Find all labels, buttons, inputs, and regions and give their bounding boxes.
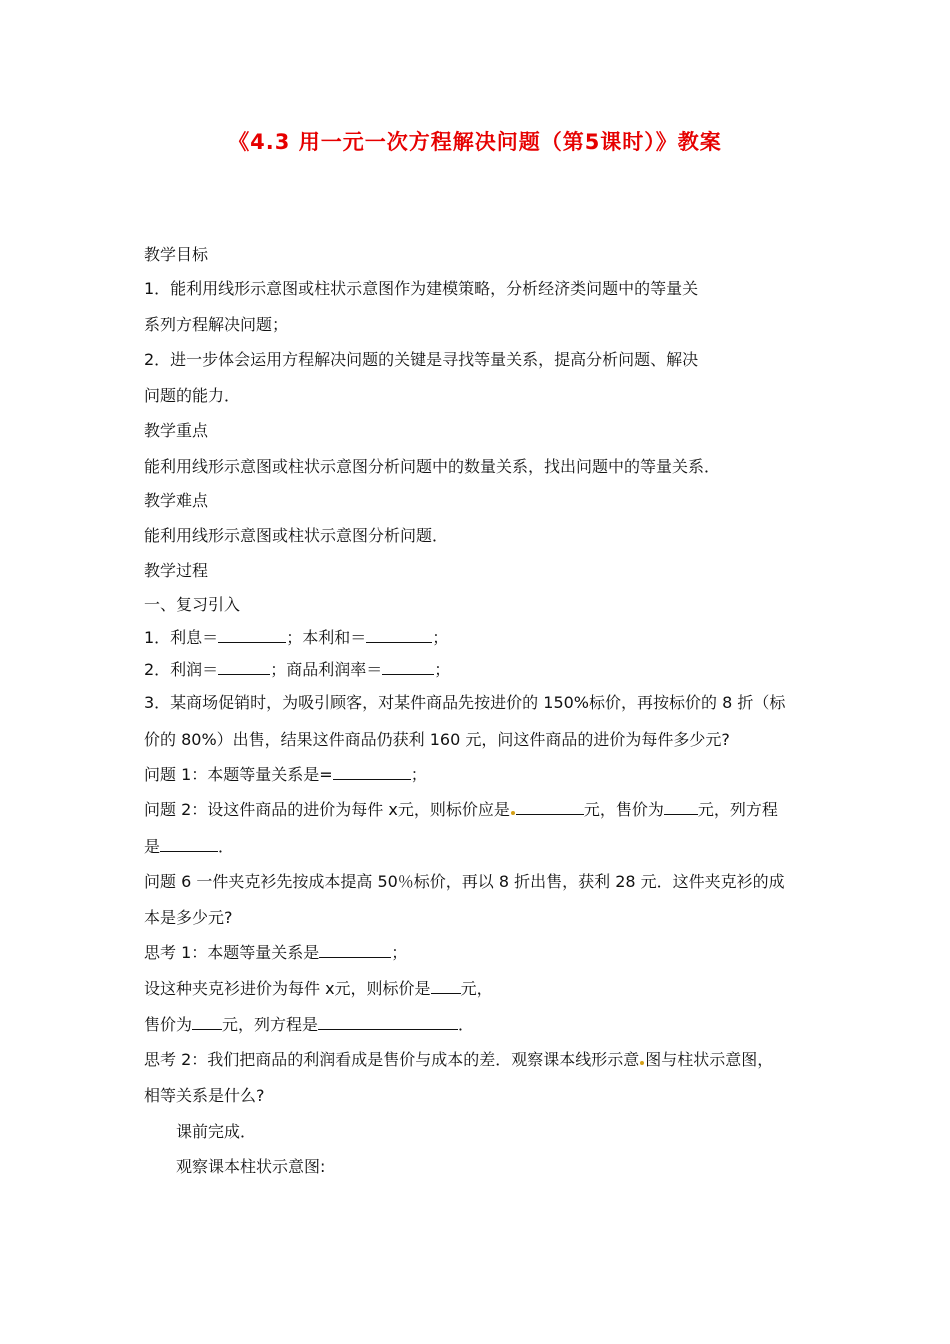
think-1-blank	[319, 943, 391, 958]
question-1-blank	[333, 765, 411, 780]
principal-interest-blank	[366, 628, 432, 643]
profit-label: 2．利润＝	[144, 660, 219, 679]
document-title: 《4.3 用一元一次方程解决问题（第5课时）》教案	[228, 130, 722, 154]
principal-interest-label: ；本利和＝	[286, 628, 367, 647]
jacket-equation-blank	[318, 1015, 458, 1030]
think-2-line-2: 相等关系是什么?	[144, 1086, 265, 1105]
goal-1-line-2: 系列方程解决问题；	[144, 315, 289, 334]
heading-difficulties: 教学难点	[144, 491, 209, 510]
review-item-2: 2．利润＝ ；商品利润率＝ ；	[144, 660, 451, 679]
goal-1-line-1: 1．能利用线形示意图或柱状示意图作为建模策略，分析经济类问题中的等量关	[144, 279, 699, 298]
profit-rate-label: ；商品利润率＝	[270, 660, 383, 679]
goal-2-line-1: 2．进一步体会运用方程解决问题的关键是寻找等量关系，提高分析问题、解决	[144, 350, 699, 369]
think-1: 思考 1：本题等量关系是 ；	[144, 943, 408, 962]
marked-price-blank	[516, 800, 584, 815]
think-1-setup: 设这种夹克衫进价为每件 x元，则标价是 元，	[144, 979, 493, 998]
profit-blank	[218, 660, 270, 675]
yellow-mark-1	[511, 811, 515, 815]
interest-label: 1．利息＝	[144, 628, 219, 647]
jacket-marked-price-blank	[431, 979, 461, 994]
key-points-text: 能利用线形示意图或柱状示意图分析问题中的数量关系，找出问题中的等量关系．	[144, 457, 721, 476]
goal-2-line-2: 问题的能力．	[144, 386, 241, 405]
difficulties-text: 能利用线形示意图或柱状示意图分析问题．	[144, 526, 449, 545]
heading-teaching-goals: 教学目标	[144, 245, 209, 264]
review-item-1: 1．利息＝ ；本利和＝ ；	[144, 628, 449, 647]
review-item-3-line-2: 价的 80%）出售，结果这件商品仍获利 160 元，问这件商品的进价为每件多少元?	[144, 730, 730, 749]
equation-blank	[160, 837, 218, 852]
question-2-equation: 是 ．	[144, 837, 235, 856]
yellow-mark-2	[640, 1061, 644, 1065]
heading-teaching-process: 教学过程	[144, 561, 209, 580]
selling-price-blank	[664, 800, 698, 815]
think-1-equation: 售价为 元，列方程是 ．	[144, 1015, 475, 1034]
problem-6-line-1: 问题 6 一件夹克衫先按成本提高 50％标价，再以 8 折出售，获利 28 元．这件夹克衫的成	[144, 872, 785, 891]
question-1: 问题 1：本题等量关系是= ；	[144, 765, 427, 784]
review-item-3-line-1: 3．某商场促销时，为吸引顾客，对某件商品先按进价的 150%标价，再按标价的 8 折（标	[144, 693, 786, 712]
jacket-selling-price-blank	[192, 1015, 222, 1030]
think-2-line-1: 思考 2：我们把商品的利润看成是售价与成本的差．观察课本线形示意 图与柱状示意图，	[144, 1050, 774, 1069]
pre-class-note: 课前完成．	[176, 1122, 257, 1141]
question-2: 问题 2：设这件商品的进价为每件 x元，则标价应是 元，售价为 元，列方程	[144, 800, 778, 819]
heading-key-points: 教学重点	[144, 421, 209, 440]
section-review-intro: 一、复习引入	[144, 595, 241, 614]
profit-rate-blank	[382, 660, 434, 675]
interest-blank	[218, 628, 286, 643]
problem-6-line-2: 本是多少元?	[144, 908, 233, 927]
observe-bar-diagram: 观察课本柱状示意图:	[176, 1157, 326, 1176]
